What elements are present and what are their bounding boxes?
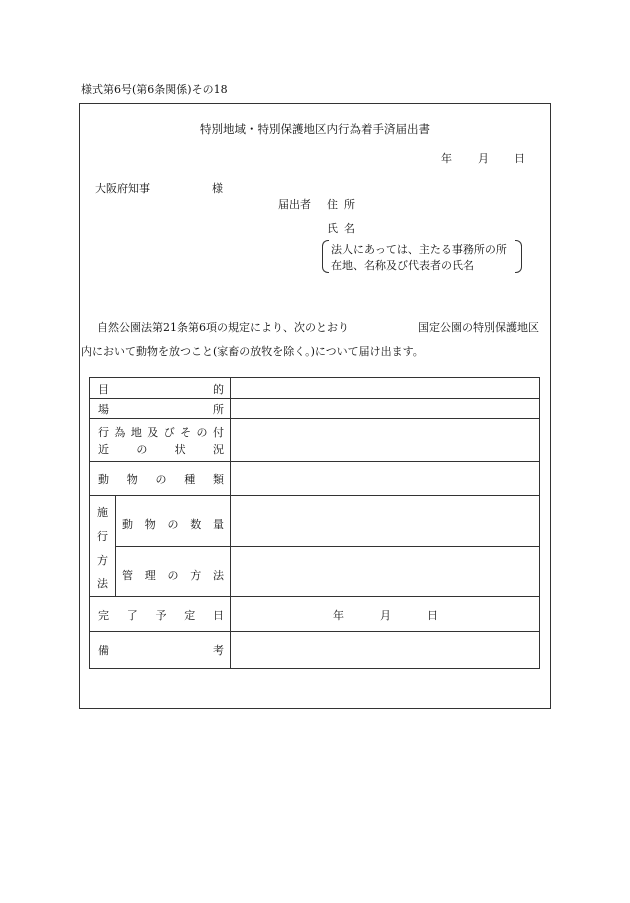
date-year-label: 年 xyxy=(441,152,452,165)
site-status-spread-1 xyxy=(98,424,224,440)
body-text-line-1: 自然公園法第21条第6項の規定により、次のとおり xyxy=(97,321,349,334)
animal-count-spread xyxy=(122,516,224,532)
label-char: 場 xyxy=(98,403,109,416)
label-char: の xyxy=(136,443,148,456)
label-char: 為 xyxy=(114,426,126,439)
label-char: 動 xyxy=(122,518,133,531)
remarks-field[interactable] xyxy=(231,632,539,668)
label-char: 物 xyxy=(144,518,156,531)
label-animal-species xyxy=(98,471,224,487)
label-char: 類 xyxy=(213,473,224,486)
method-char-3: 方 xyxy=(97,554,108,567)
corporation-note-line-2: 在地、名称及び代表者の氏名 xyxy=(331,259,474,272)
body-text-park: 国定公園の特別保護地区 xyxy=(418,321,539,334)
applicant-label: 届出者 xyxy=(278,198,311,211)
purpose-spread xyxy=(98,381,224,397)
site-status-spread-2 xyxy=(98,441,224,457)
purpose-field[interactable] xyxy=(231,378,539,398)
label-char: 動 xyxy=(98,473,109,486)
completion-year: 年 xyxy=(333,609,344,622)
addressee: 大阪府知事 xyxy=(95,182,150,195)
label-char: 了 xyxy=(126,609,138,622)
method-char-2: 行 xyxy=(97,530,108,543)
label-char: 況 xyxy=(212,443,224,456)
label-char: 目 xyxy=(98,383,109,396)
label-char: 方 xyxy=(190,569,202,582)
label-char: 行 xyxy=(98,426,109,439)
label-char: 数 xyxy=(190,518,202,531)
label-purpose xyxy=(98,381,224,397)
application-table xyxy=(89,377,540,669)
management-spread xyxy=(122,567,224,583)
label-char: の xyxy=(196,426,208,439)
form-number: 様式第6号(第6条関係)その18 xyxy=(81,83,228,96)
label-char: 完 xyxy=(98,609,109,622)
label-char: の xyxy=(167,569,179,582)
label-char: 地 xyxy=(130,426,142,439)
completion-spread xyxy=(98,607,224,623)
label-char: 考 xyxy=(213,644,224,657)
label-char: 物 xyxy=(126,473,138,486)
label-completion xyxy=(98,607,224,623)
right-bracket xyxy=(515,240,522,273)
label-char: そ xyxy=(180,426,192,439)
address-label: 住所 xyxy=(327,198,361,211)
label-char: 定 xyxy=(184,609,196,622)
label-char: び xyxy=(163,426,175,439)
label-animal-count xyxy=(122,516,224,532)
left-bracket xyxy=(322,240,329,273)
label-remarks xyxy=(98,642,224,658)
completion-month: 月 xyxy=(380,609,391,622)
animal-species-spread xyxy=(98,471,224,487)
label-char: 備 xyxy=(98,644,109,657)
label-char: 予 xyxy=(155,609,167,622)
management-field[interactable] xyxy=(231,547,539,596)
label-char: 状 xyxy=(174,443,186,456)
label-char: 付 xyxy=(212,426,224,439)
location-field[interactable] xyxy=(231,399,539,418)
label-char: 的 xyxy=(213,383,224,396)
animal-count-field[interactable] xyxy=(231,496,539,546)
label-char: 近 xyxy=(98,443,109,456)
method-char-1: 施 xyxy=(97,506,108,519)
date-month-label: 月 xyxy=(478,152,489,165)
label-char: 理 xyxy=(144,569,156,582)
label-location xyxy=(98,401,224,417)
name-label: 氏名 xyxy=(327,222,361,235)
label-char: 管 xyxy=(122,569,133,582)
completion-day: 日 xyxy=(427,609,438,622)
body-text-line-2: 内において動物を放つこと(家畜の放牧を除く。)について届け出ます。 xyxy=(81,345,424,358)
label-site-status-line-1 xyxy=(98,424,224,440)
corporation-note xyxy=(322,240,522,272)
method-char-4: 法 xyxy=(97,577,108,590)
document-title: 特別地域・特別保護地区内行為着手済届出書 xyxy=(200,122,430,136)
label-char: 日 xyxy=(213,609,224,622)
animal-species-field[interactable] xyxy=(231,462,539,495)
site-status-field[interactable] xyxy=(231,419,539,461)
date-day-label: 日 xyxy=(514,152,525,165)
honorific: 様 xyxy=(212,182,223,195)
label-char: の xyxy=(155,473,167,486)
location-spread xyxy=(98,401,224,417)
label-site-status-line-2 xyxy=(98,441,224,457)
label-char: 種 xyxy=(184,473,196,486)
corporation-note-line-1: 法人にあっては、主たる事務所の所 xyxy=(331,243,507,256)
label-management xyxy=(122,567,224,583)
remarks-spread xyxy=(98,642,224,658)
label-char: 及 xyxy=(147,426,159,439)
label-char: 所 xyxy=(213,403,224,416)
label-char: 量 xyxy=(213,518,224,531)
label-char: の xyxy=(167,518,179,531)
label-char: 法 xyxy=(213,569,224,582)
